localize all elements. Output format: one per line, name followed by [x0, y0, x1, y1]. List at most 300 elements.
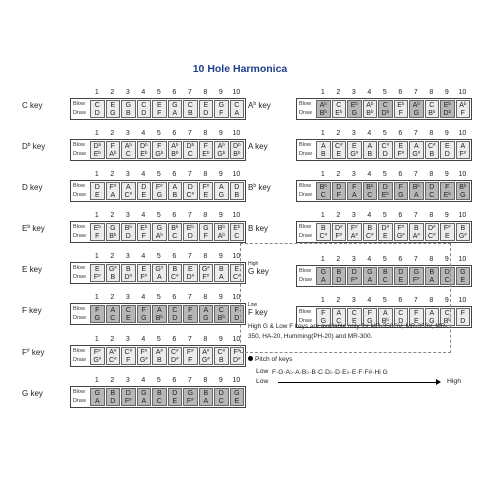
blow-label: Blow: [299, 101, 311, 107]
draw-note: $B^b$: [155, 314, 163, 322]
blow-note: C: [398, 310, 404, 317]
hole-number: 6: [172, 377, 177, 384]
arrow-low-label: Low: [256, 378, 269, 385]
hole-cell: [230, 141, 245, 159]
hole-number: 7: [187, 171, 192, 178]
hole-numbers: [89, 377, 246, 385]
hole-cell: [168, 141, 183, 159]
draw-note: F: [203, 233, 208, 240]
draw-note: D: [382, 151, 388, 158]
hole-number: 8: [429, 171, 434, 178]
blow-note: $A^b$: [366, 101, 374, 109]
hole-number: 1: [94, 336, 99, 343]
blow-note: B: [429, 269, 435, 276]
hole-cell: [394, 141, 409, 159]
draw-note: F: [219, 110, 224, 117]
draw-note: A: [234, 110, 240, 117]
draw-note: C: [429, 192, 435, 199]
draw-label: Draw: [299, 151, 312, 157]
blow-note: B: [218, 266, 224, 273]
blow-note: G: [94, 390, 101, 397]
key-letter: E: [22, 265, 28, 274]
hole-cell: [456, 141, 471, 159]
draw-note: F#: [186, 397, 194, 405]
draw-note: $B^b$: [428, 109, 436, 117]
draw-note: $E^b$: [381, 191, 389, 199]
draw-note: A#: [350, 232, 358, 240]
blow-note: B: [320, 225, 326, 232]
draw-note: $B^b$: [443, 317, 451, 325]
hole-number: 4: [141, 171, 146, 178]
hole-cell: [90, 223, 105, 241]
blow-note: F: [141, 307, 146, 314]
blow-note: A: [367, 143, 373, 150]
hole-number: 8: [203, 130, 208, 137]
draw-note: A: [413, 192, 419, 199]
draw-note: C#: [233, 273, 241, 281]
blow-note: F: [414, 310, 419, 317]
hole-number: 6: [172, 89, 177, 96]
key-letter: B: [248, 183, 254, 192]
blow-note: D: [94, 184, 100, 191]
hole-cell: [214, 347, 229, 365]
hole-cell: [137, 223, 152, 241]
hole-cell: [90, 100, 105, 118]
draw-note: F#: [397, 150, 405, 158]
hole-number: 3: [351, 212, 356, 219]
draw-note: C#: [109, 356, 117, 364]
hole-number: 4: [141, 130, 146, 137]
harmonica-body: [70, 303, 246, 325]
draw-note: F: [141, 233, 146, 240]
blow-note: F: [110, 143, 115, 150]
draw-note: G: [110, 110, 116, 117]
blow-note: G: [187, 390, 194, 397]
blow-note: $E^b$: [397, 101, 405, 109]
draw-note: G: [156, 192, 163, 199]
hole-number: 10: [232, 336, 241, 343]
draw-note: B: [187, 110, 193, 117]
hole-number: 8: [429, 256, 434, 263]
draw-label: Draw: [73, 357, 86, 363]
hole-number: 5: [156, 377, 161, 384]
hole-cell: [363, 182, 378, 200]
blow-note: C: [218, 307, 224, 314]
hole-cell: [456, 308, 471, 326]
hole-number: 6: [172, 130, 177, 137]
hole-number: 1: [94, 377, 99, 384]
key-letter: D: [22, 183, 28, 192]
blow-note: D: [172, 390, 178, 397]
hole-cells: [316, 141, 471, 159]
blow-note: $B^b$: [366, 183, 374, 191]
hole-number: 5: [382, 130, 387, 137]
draw-note: F: [398, 110, 403, 117]
hole-cell: [363, 100, 378, 118]
blow-note: $A^b$: [319, 101, 327, 109]
arrow-head-icon: [436, 379, 441, 385]
blow-note: $A^b$: [124, 142, 132, 150]
blow-note: A: [336, 310, 342, 317]
draw-note: F: [460, 110, 465, 117]
draw-note: B: [125, 110, 131, 117]
blow-note: A: [156, 307, 162, 314]
hole-cell: [332, 182, 347, 200]
blow-note: G#: [155, 265, 164, 273]
blow-note: C: [336, 102, 342, 109]
draw-note: E: [460, 277, 466, 284]
harmonica-body: [296, 221, 472, 243]
hole-number: 2: [110, 253, 115, 260]
hole-numbers: [315, 212, 472, 220]
blow-note: A#: [202, 348, 210, 356]
key-chart: [22, 293, 241, 329]
hole-cell: [378, 141, 393, 159]
key-label: F# key: [22, 348, 45, 357]
hole-cell: [90, 388, 105, 406]
blow-note: C: [444, 310, 450, 317]
hole-cell: [332, 141, 347, 159]
blow-note: A: [218, 184, 224, 191]
arrow-line: [278, 382, 439, 383]
key-label: High G key: [248, 268, 292, 276]
hole-number: 6: [172, 253, 177, 260]
hole-number: 5: [156, 130, 161, 137]
hole-cell: [214, 264, 229, 282]
draw-note: A: [429, 277, 435, 284]
hole-cell: [90, 141, 105, 159]
key-letter: F: [22, 306, 27, 315]
hole-number: 10: [232, 171, 241, 178]
hole-cell: [90, 182, 105, 200]
draw-note: F: [157, 110, 162, 117]
key-label: F key: [22, 306, 42, 315]
hole-number: 6: [398, 130, 403, 137]
draw-label: Draw: [73, 233, 86, 239]
hole-cell: [106, 223, 121, 241]
draw-note: D#: [233, 356, 241, 364]
hole-cell: [440, 182, 455, 200]
blow-note: F#: [202, 183, 210, 191]
draw-note: G: [398, 192, 404, 199]
hole-cell: [152, 264, 167, 282]
hole-number: 4: [367, 297, 372, 304]
blow-note: C#: [428, 142, 436, 150]
hole-numbers: [89, 294, 246, 302]
blow-note: G: [125, 102, 132, 109]
hole-cell: [425, 100, 440, 118]
blow-note: D: [398, 269, 404, 276]
draw-label: Draw: [299, 192, 312, 198]
draw-note: E: [172, 398, 178, 405]
hole-cell: [137, 305, 152, 323]
draw-note: E: [125, 315, 131, 322]
draw-note: G: [460, 192, 466, 199]
hole-number: 3: [125, 336, 130, 343]
blow-note: G: [413, 269, 420, 276]
hole-number: 1: [320, 89, 325, 96]
key-accidental: b: [27, 142, 31, 148]
pitch-heading: [248, 356, 292, 363]
blow-note: $B^b$: [124, 224, 132, 232]
blow-note: G: [141, 390, 147, 397]
draw-note: C#: [171, 273, 179, 281]
blow-note: $D^b$: [140, 142, 148, 150]
hole-number: 9: [444, 130, 449, 137]
blow-note: G: [367, 269, 373, 276]
blow-note: F: [367, 310, 372, 317]
draw-note: E: [351, 318, 357, 325]
blow-note: $D^b$: [233, 142, 241, 150]
hole-cell: [230, 388, 245, 406]
blow-note: E: [156, 102, 162, 109]
blow-note: B: [460, 225, 466, 232]
hole-cell: [347, 141, 362, 159]
draw-note: D: [187, 233, 193, 240]
hole-cell: [199, 305, 214, 323]
hole-numbers: [89, 130, 246, 138]
blow-note: G#: [201, 265, 210, 273]
hole-cell: [137, 347, 152, 365]
hole-cell: [456, 223, 471, 241]
draw-note: E: [141, 192, 147, 199]
hole-cell: [347, 182, 362, 200]
draw-note: E: [234, 398, 240, 405]
draw-note: D: [398, 318, 404, 325]
hole-cell: [168, 100, 183, 118]
hole-number: 9: [218, 171, 223, 178]
blow-note: E: [234, 266, 240, 273]
draw-note: B: [234, 192, 240, 199]
blow-note: D: [336, 184, 342, 191]
draw-note: E: [336, 151, 342, 158]
key-letter: E: [22, 224, 28, 233]
hole-number: 4: [141, 336, 146, 343]
draw-note: C: [320, 192, 326, 199]
draw-note: D: [141, 110, 147, 117]
hole-cell: [106, 264, 121, 282]
blow-note: D: [141, 184, 147, 191]
hole-cell: [378, 100, 393, 118]
draw-note: C: [125, 151, 131, 158]
blow-note: G: [156, 225, 163, 232]
blow-note: E: [444, 143, 450, 150]
hole-cell: [121, 223, 136, 241]
hole-number: 1: [320, 297, 325, 304]
draw-note: F#: [412, 276, 420, 284]
hole-number: 3: [125, 253, 130, 260]
hole-cell: [183, 388, 198, 406]
hole-number: 2: [110, 171, 115, 178]
hole-cell: [316, 141, 331, 159]
blow-note: B: [413, 225, 419, 232]
key-accidental: b: [27, 224, 31, 230]
key-letter: F: [248, 308, 253, 317]
draw-note: A#: [412, 232, 420, 240]
blow-note: D: [351, 269, 357, 276]
hole-cell: [168, 305, 183, 323]
draw-note: $G^b$: [217, 150, 226, 158]
draw-note: F#: [124, 397, 132, 405]
hole-number: 6: [398, 171, 403, 178]
blow-note: A: [460, 143, 466, 150]
key-chart: [248, 129, 467, 165]
hole-cell: [199, 388, 214, 406]
draw-note: G#: [350, 150, 359, 158]
hole-cell: [121, 141, 136, 159]
blow-note: E: [110, 102, 116, 109]
draw-note: G: [141, 315, 147, 322]
draw-note: D: [125, 233, 131, 240]
draw-label: Draw: [73, 151, 86, 157]
hole-cell: [409, 223, 424, 241]
blow-note: E: [187, 266, 193, 273]
key-accidental: #: [26, 348, 30, 354]
draw-note: $A^b$: [155, 232, 163, 240]
blow-note: F: [321, 310, 326, 317]
hole-cell: [214, 100, 229, 118]
blow-note: $E^b$: [443, 101, 451, 109]
draw-note: C: [234, 233, 240, 240]
hole-number: 2: [110, 336, 115, 343]
hole-number: 7: [187, 212, 192, 219]
blow-note: $A^b$: [459, 101, 467, 109]
blow-label: Blow: [299, 183, 311, 189]
key-letter: G: [248, 267, 255, 276]
key-chart: [22, 252, 241, 288]
hole-cells: [90, 388, 245, 406]
key-accidental: b: [253, 183, 257, 189]
hole-number: 9: [218, 377, 223, 384]
key-chart: [248, 170, 467, 206]
blow-note: C: [382, 102, 388, 109]
blow-note: D: [444, 269, 450, 276]
hole-number: 3: [351, 256, 356, 263]
draw-note: B: [110, 274, 116, 281]
blow-note: F#: [140, 348, 148, 356]
hole-cell: [332, 223, 347, 241]
draw-note: G: [320, 318, 327, 325]
hole-cell: [90, 264, 105, 282]
hole-number: 3: [351, 171, 356, 178]
draw-note: F#: [140, 273, 148, 281]
hole-number: 9: [444, 212, 449, 219]
blow-note: $A^b$: [217, 142, 225, 150]
draw-note: F#: [202, 273, 210, 281]
key-letter: A: [248, 101, 254, 110]
hole-number: 7: [187, 89, 192, 96]
hole-cell: [456, 182, 471, 200]
draw-note: $E^b$: [140, 150, 148, 158]
blow-note: $A^b$: [412, 101, 420, 109]
hole-cell: [440, 100, 455, 118]
blow-note: F: [157, 143, 162, 150]
hole-numbers: [89, 253, 246, 261]
blow-note: A: [429, 310, 435, 317]
blow-note: $E^b$: [93, 224, 101, 232]
blow-note: A: [110, 307, 116, 314]
draw-label: Draw: [299, 233, 312, 239]
hole-cell: [378, 223, 393, 241]
draw-label: Draw: [73, 315, 86, 321]
blow-label: Blow: [73, 101, 85, 107]
hole-number: 5: [382, 212, 387, 219]
draw-note: E: [398, 277, 404, 284]
hole-number: 3: [125, 294, 130, 301]
hole-number: 3: [125, 212, 130, 219]
hole-numbers: [89, 89, 246, 97]
hole-cell: [394, 182, 409, 200]
hole-cell: [168, 223, 183, 241]
hole-number: 7: [187, 253, 192, 260]
hole-number: 6: [398, 256, 403, 263]
hole-cell: [168, 182, 183, 200]
hole-number: 7: [187, 294, 192, 301]
draw-note: $D^b$: [443, 109, 452, 117]
key-letter: C: [22, 101, 28, 110]
harmonica-body: [70, 139, 246, 161]
blow-note: C#: [335, 142, 343, 150]
hole-number: 8: [203, 336, 208, 343]
blow-note: D#: [335, 224, 343, 232]
blow-note: G: [460, 269, 466, 276]
hole-cell: [347, 100, 362, 118]
draw-note: G#: [93, 356, 102, 364]
hole-cell: [409, 141, 424, 159]
blow-note: B: [382, 269, 388, 276]
hole-cell: [440, 223, 455, 241]
blow-note: F#: [397, 224, 405, 232]
hole-cell: [137, 100, 152, 118]
key-label: $D^b$ key: [22, 142, 46, 151]
hole-cell: [106, 388, 121, 406]
draw-label: Draw: [73, 274, 86, 280]
draw-note: G#: [139, 356, 148, 364]
hole-numbers: [89, 336, 246, 344]
hole-number: 6: [398, 297, 403, 304]
hole-cell: [183, 223, 198, 241]
draw-note: G#: [396, 232, 405, 240]
pitch-sequence: F·G·A♭·A·B♭·B·C·D♭·D·E♭·E·F·F#·Hi G: [272, 369, 388, 376]
hole-cells: [90, 347, 245, 365]
blow-note: C#: [217, 348, 226, 356]
draw-note: A: [94, 398, 100, 405]
hole-number: 1: [94, 130, 99, 137]
pitch-arrow: [256, 378, 461, 388]
draw-note: C: [156, 398, 162, 405]
key-accidental: b: [253, 101, 257, 107]
hole-cell: [456, 100, 471, 118]
draw-note: D#: [171, 356, 179, 364]
draw-note: A: [367, 277, 373, 284]
key-chart: [22, 170, 241, 206]
blow-note: $B^b$: [171, 224, 179, 232]
draw-note: G#: [412, 150, 421, 158]
pitch-title: Pitch of keys: [255, 356, 293, 363]
blow-note: A: [203, 307, 209, 314]
hole-cell: [456, 267, 471, 285]
hole-number: 9: [444, 89, 449, 96]
draw-note: $B^b$: [366, 109, 374, 117]
hole-cell: [425, 223, 440, 241]
hole-number: 1: [320, 171, 325, 178]
blow-note: F#: [186, 348, 194, 356]
hole-cell: [230, 100, 245, 118]
hole-number: 2: [336, 212, 341, 219]
hole-number: 5: [382, 171, 387, 178]
hole-cells: [90, 305, 245, 323]
draw-note: C#: [186, 191, 195, 199]
